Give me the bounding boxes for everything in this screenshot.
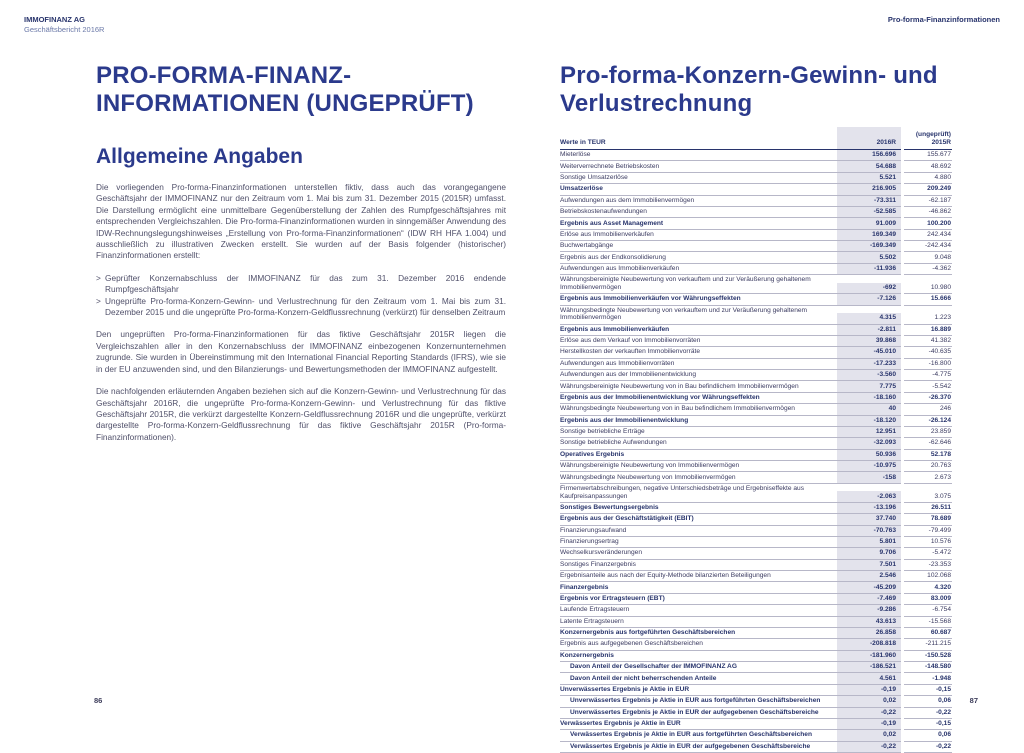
- table-title-line2: Verlustrechnung: [560, 90, 753, 117]
- pnl-table: [560, 127, 952, 753]
- row-label: Währungsbedingte Neubewertung von verkauftem und zur Veräußerung gehaltenem Immobilienvermögen: [560, 306, 808, 322]
- row-label: Unverwässertes Ergebnis je Aktie in EUR aus fortgeführten Geschäftsbereichen: [570, 697, 821, 705]
- table-row: [560, 264, 952, 275]
- table-row: [560, 571, 952, 582]
- row-value-2016r: -181.960: [837, 651, 901, 661]
- row-value-2015r: -1.948: [904, 673, 952, 684]
- row-value-2015r: 2.673: [904, 472, 952, 483]
- row-value-2015r: 26.511: [904, 503, 952, 514]
- table-row: [560, 503, 952, 514]
- row-value-2015r: 155.677: [904, 150, 952, 161]
- row-value-2016r: -158: [837, 472, 901, 482]
- row-label: Ergebnis aus Immobilienverkäufen vor Währungseffekten: [560, 295, 741, 303]
- row-value-2016r: -208.818: [837, 639, 901, 649]
- row-value-2016r: 169.349: [837, 230, 901, 240]
- table-header-label: Werte in TEUR: [560, 139, 606, 146]
- row-label: Ergebnis aus aufgegebenen Geschäftsbereichen: [560, 640, 703, 648]
- row-label: Erlöse aus dem Verkauf von Immobilienvorräten: [560, 337, 701, 345]
- row-value-2016r: -18.120: [837, 416, 901, 426]
- row-label: Finanzierungsertrag: [560, 538, 619, 546]
- row-value-2015r: 15.666: [904, 294, 952, 305]
- table-row: [560, 628, 952, 639]
- row-label: Firmenwertabschreibungen, negative Unterschiedsbeträge und Ergebniseffekte aus Kaufpreisanpassungen: [560, 484, 804, 500]
- row-label: Ergebnis aus Immobilienverkäufen: [560, 325, 670, 333]
- row-label: Davon Anteil der nicht beherrschenden Anteile: [570, 674, 717, 682]
- row-value-2016r: 9.706: [837, 548, 901, 558]
- company-name: IMMOFINANZ AG: [24, 15, 85, 24]
- table-row: [560, 336, 952, 347]
- row-value-2016r: -0,22: [837, 708, 901, 718]
- row-value-2015r: -0,22: [904, 708, 952, 719]
- table-row: [560, 150, 952, 161]
- table-row: [560, 370, 952, 381]
- main-title-line1: PRO-FORMA-FINANZ-: [96, 62, 352, 89]
- table-row: [560, 404, 952, 415]
- subsection-title: Allgemeine Angaben: [96, 145, 303, 168]
- row-label: Aufwendungen aus Immobilienvorräten: [560, 359, 675, 367]
- paragraph: Die nachfolgenden erläuternden Angaben beziehen sich auf die Konzern-Gewinn- und Verlustrechnung für das Geschäftsjahr 2016R, die ungeprüfte Pro-forma-Konzern-Gewinn- und Verlustrechnung für das fiktive Geschäftsjahr 2015R, die verkürzt dargestellte Konzern-Geldflussrechnung 2016R und die ungeprüfte, verkürzt dargestellte Pro-forma-Konzern-Geldflussrechnung für das fiktive Geschäftsjahr 2015R (Pro-forma-Finanzinformationen).: [96, 386, 506, 442]
- table-row: [560, 730, 952, 741]
- row-label: Buchwertabgänge: [560, 242, 614, 250]
- row-label: Latente Ertragsteuern: [560, 617, 624, 625]
- table-row: [560, 416, 952, 427]
- row-label: Währungsbereinigte Neubewertung von Immobilienvermögen: [560, 462, 740, 470]
- row-value-2016r: -73.311: [837, 196, 901, 206]
- row-value-2016r: -169.349: [837, 241, 901, 251]
- row-value-2015r: -150.528: [904, 651, 952, 662]
- row-value-2016r: -45.010: [837, 347, 901, 357]
- table-row: [560, 196, 952, 207]
- table-row: [560, 685, 952, 696]
- table-row: [560, 617, 952, 628]
- row-label: Ergebnis aus der Geschäftstätigkeit (EBIT): [560, 515, 694, 523]
- table-header-row: [560, 127, 952, 150]
- row-label: Mieterlöse: [560, 151, 591, 159]
- row-label: Erlöse aus Immobilienverkäufen: [560, 230, 654, 238]
- row-value-2016r: 40: [837, 404, 901, 414]
- row-label: Herstellkosten der verkauften Immobilienvorräte: [560, 348, 700, 356]
- row-label: Finanzierungsaufwand: [560, 526, 627, 534]
- row-value-2015r: 1.223: [904, 306, 952, 325]
- row-value-2016r: 5.502: [837, 252, 901, 262]
- row-label: Sonstige betriebliche Erträge: [560, 428, 645, 436]
- row-value-2015r: -4.362: [904, 264, 952, 275]
- row-value-2015r: 246: [904, 404, 952, 415]
- row-value-2016r: 4.315: [837, 313, 901, 323]
- row-label: Aufwendungen aus der Immobilienentwicklung: [560, 371, 696, 379]
- row-value-2016r: -2.811: [837, 325, 901, 335]
- row-label: Davon Anteil der Gesellschafter der IMMOFINANZ AG: [570, 663, 737, 671]
- row-value-2016r: -10.975: [837, 461, 901, 471]
- row-value-2015r: -0,22: [904, 742, 952, 753]
- table-row: [560, 252, 952, 263]
- table-body: [560, 150, 952, 753]
- row-label: Unverwässertes Ergebnis je Aktie in EUR: [560, 685, 690, 693]
- row-value-2016r: -0,19: [837, 719, 901, 729]
- row-value-2015r: -5.472: [904, 548, 952, 559]
- row-value-2015r: 60.687: [904, 628, 952, 639]
- table-row: [560, 241, 952, 252]
- table-row: [560, 484, 952, 503]
- table-row: [560, 526, 952, 537]
- row-value-2015r: -62.646: [904, 438, 952, 449]
- table-row: [560, 461, 952, 472]
- row-value-2016r: -7.469: [837, 594, 901, 604]
- table-row: [560, 560, 952, 571]
- table-row: [560, 450, 952, 461]
- row-label: Laufende Ertragsteuern: [560, 606, 630, 614]
- row-value-2016r: 216.905: [837, 184, 901, 194]
- row-value-2015r: -6.754: [904, 605, 952, 616]
- row-label: Währungsbedingte Neubewertung von in Bau befindlichem Immobilienvermögen: [560, 405, 795, 413]
- row-label: Ergebnis aus der Immobilienentwicklung vor Währungseffekten: [560, 393, 760, 401]
- row-label: Operatives Ergebnis: [560, 450, 625, 458]
- table-row: [560, 673, 952, 684]
- page-number-right: 87: [969, 696, 978, 705]
- table-row: [560, 662, 952, 673]
- table-row: [560, 696, 952, 707]
- row-value-2016r: 26.858: [837, 628, 901, 638]
- row-value-2015r: 10.576: [904, 537, 952, 548]
- bullet-list: [96, 273, 506, 319]
- table-row: [560, 218, 952, 229]
- page-number-left: 86: [94, 696, 103, 705]
- bullet-item: > Ungeprüfte Pro-forma-Konzern-Gewinn- und Verlustrechnung für den Zeitraum vom 1. Mai bis zum 31. Dezember 2015 und die ungeprüfte Pro-forma-Konzern-Geldflussrechnung (verkürzt) für denselben Zeitraum: [96, 295, 506, 318]
- row-value-2016r: 91.009: [837, 218, 901, 228]
- table-row: [560, 742, 952, 753]
- row-value-2016r: 7.775: [837, 381, 901, 391]
- row-value-2015r: 10.980: [904, 275, 952, 294]
- table-row: [560, 275, 952, 294]
- row-value-2015r: 16.889: [904, 325, 952, 336]
- row-label: Währungsbereinigte Neubewertung von in Bau befindlichem Immobilienvermögen: [560, 382, 799, 390]
- row-value-2015r: 0,06: [904, 730, 952, 741]
- row-value-2015r: 4.320: [904, 582, 952, 593]
- row-label: Verwässertes Ergebnis je Aktie in EUR: [560, 720, 681, 728]
- row-value-2015r: -242.434: [904, 241, 952, 252]
- row-label: Ergebnis aus der Immobilienentwicklung: [560, 416, 689, 424]
- table-row: [560, 325, 952, 336]
- row-label: Finanzergebnis: [560, 583, 609, 591]
- main-title: [96, 62, 506, 118]
- row-value-2015r: -15.568: [904, 617, 952, 628]
- table-row: [560, 294, 952, 305]
- table-row: [560, 306, 952, 325]
- table-row: [560, 582, 952, 593]
- row-value-2015r: -79.499: [904, 526, 952, 537]
- row-value-2015r: -16.800: [904, 359, 952, 370]
- row-label: Sonstiges Finanzergebnis: [560, 560, 636, 568]
- table-row: [560, 514, 952, 525]
- table-row: [560, 594, 952, 605]
- table-row: [560, 472, 952, 483]
- row-value-2015r: -4.775: [904, 370, 952, 381]
- row-value-2015r: 3.075: [904, 484, 952, 503]
- row-label: Betriebskostenaufwendungen: [560, 208, 647, 216]
- row-label: Ergebnis aus der Endkonsolidierung: [560, 253, 666, 261]
- row-value-2016r: 5.521: [837, 173, 901, 183]
- row-value-2015r: 4.880: [904, 173, 952, 184]
- row-value-2016r: -52.585: [837, 207, 901, 217]
- row-value-2015r: -40.635: [904, 347, 952, 358]
- table-row: [560, 207, 952, 218]
- row-label: Unverwässertes Ergebnis je Aktie in EUR der aufgegebenen Geschäftsbereiche: [570, 708, 819, 716]
- table-header-col-2015r: (ungeprüft) 2015R: [904, 127, 952, 150]
- row-label: Sonstige Umsatzerlöse: [560, 174, 628, 182]
- row-label: Verwässertes Ergebnis je Aktie in EUR aus fortgeführten Geschäftsbereichen: [570, 731, 812, 739]
- row-label: Währungsbereinigte Neubewertung von verkauftem und zur Veräußerung gehaltenem Immobilienvermögen: [560, 276, 811, 291]
- row-value-2015r: 9.048: [904, 252, 952, 263]
- row-value-2015r: -26.370: [904, 393, 952, 404]
- row-value-2016r: 39.868: [837, 336, 901, 346]
- right-column: [560, 62, 952, 753]
- row-label: Ergebnisanteile aus nach der Equity-Methode bilanzierten Beteiligungen: [560, 572, 771, 580]
- row-value-2016r: -13.196: [837, 503, 901, 513]
- row-value-2015r: -62.187: [904, 196, 952, 207]
- table-row: [560, 359, 952, 370]
- row-label: Umsatzerlöse: [560, 185, 603, 193]
- table-row: [560, 393, 952, 404]
- row-value-2016r: -45.209: [837, 582, 901, 592]
- row-value-2015r: 102.068: [904, 571, 952, 582]
- paragraph: Die vorliegenden Pro-forma-Finanzinformationen unterstellen fiktiv, dass auch das vorangegangene Geschäftsjahr der IMMOFINANZ nur den Zeitraum vom 1. Mai bis zum 31. Dezember 2015 (2015R) umfasst. Die Darstellung ermöglicht eine unmittelbare Gegenüberstellung der Zahlen des Rumpfgeschäftsjahres mit entsprechenden Vergleichszahlen. Die Pro-forma-Finanzinformationen wurden in sinngemäßer Anwendung des IDW-Rechnungslegungshinweises „Erstellung von Pro-forma-Finanzinformationen“ (IDW RH HFA 1.004) und ausschließlich zu illustrativen Zwecken erstellt. Sie wurden auf der Basis folgender (historischer) Finanzinformationen erstellt:: [96, 182, 506, 261]
- row-value-2016r: -2.063: [837, 491, 901, 501]
- row-value-2015r: -148.580: [904, 662, 952, 673]
- row-value-2016r: -18.160: [837, 393, 901, 403]
- row-value-2015r: 78.689: [904, 514, 952, 525]
- bullet-item: > Geprüfter Konzernabschluss der IMMOFINANZ für das zum 31. Dezember 2016 endende Rumpfgeschäftsjahr: [96, 272, 506, 295]
- table-row: [560, 651, 952, 662]
- row-value-2015r: -5.542: [904, 381, 952, 392]
- table-row: [560, 639, 952, 650]
- row-value-2016r: -0,22: [837, 742, 901, 752]
- row-value-2016r: -11.936: [837, 264, 901, 274]
- row-label: Konzernergebnis: [560, 651, 614, 659]
- table-row: [560, 537, 952, 548]
- section-header: Pro-forma-Finanzinformationen: [887, 15, 1000, 24]
- row-value-2015r: 83.009: [904, 594, 952, 605]
- row-value-2016r: 7.501: [837, 560, 901, 570]
- row-value-2015r: 41.382: [904, 336, 952, 347]
- page-header-left: [24, 15, 104, 34]
- row-value-2016r: 37.740: [837, 514, 901, 524]
- main-title-line2: INFORMATIONEN (UNGEPRÜFT): [96, 90, 474, 117]
- row-label: Ergebnis aus Asset Management: [560, 219, 664, 227]
- row-value-2015r: -46.862: [904, 207, 952, 218]
- row-value-2016r: 12.951: [837, 427, 901, 437]
- row-value-2016r: -32.093: [837, 438, 901, 448]
- row-value-2015r: 20.763: [904, 461, 952, 472]
- table-header-col-2016r: 2016R: [837, 127, 901, 149]
- row-value-2015r: 23.859: [904, 427, 952, 438]
- table-row: [560, 719, 952, 730]
- row-value-2016r: -9.286: [837, 605, 901, 615]
- row-value-2016r: -17.233: [837, 359, 901, 369]
- row-label: Wechselkursveränderungen: [560, 549, 642, 557]
- row-value-2016r: 43.613: [837, 617, 901, 627]
- row-value-2015r: 242.434: [904, 230, 952, 241]
- row-value-2015r: -211.215: [904, 639, 952, 650]
- table-title: [560, 62, 952, 118]
- row-label: Sonstige betriebliche Aufwendungen: [560, 439, 667, 447]
- row-label: Aufwendungen aus Immobilienverkäufen: [560, 265, 680, 273]
- row-value-2016r: -70.763: [837, 526, 901, 536]
- row-value-2015r: 52.178: [904, 450, 952, 461]
- row-value-2016r: 2.546: [837, 571, 901, 581]
- row-value-2016r: 5.801: [837, 537, 901, 547]
- row-value-2016r: 54.688: [837, 161, 901, 171]
- row-value-2016r: -692: [837, 283, 901, 293]
- row-value-2016r: 156.696: [837, 150, 901, 160]
- row-value-2015r: 0,06: [904, 696, 952, 707]
- row-value-2015r: 209.249: [904, 184, 952, 195]
- row-value-2015r: 100.200: [904, 218, 952, 229]
- table-row: [560, 381, 952, 392]
- row-value-2015r: -23.353: [904, 560, 952, 571]
- table-row: [560, 173, 952, 184]
- table-row: [560, 548, 952, 559]
- row-value-2016r: -7.126: [837, 294, 901, 304]
- table-row: [560, 427, 952, 438]
- row-value-2016r: 50.936: [837, 450, 901, 460]
- row-value-2016r: 4.561: [837, 673, 901, 683]
- row-value-2015r: -0,15: [904, 719, 952, 730]
- row-value-2016r: -0,19: [837, 685, 901, 695]
- row-label: Währungsbedingte Neubewertung von Immobilienvermögen: [560, 473, 736, 481]
- row-value-2015r: -0,15: [904, 685, 952, 696]
- row-value-2016r: -3.560: [837, 370, 901, 380]
- table-row: [560, 184, 952, 195]
- row-value-2016r: -186.521: [837, 662, 901, 672]
- table-row: [560, 161, 952, 172]
- table-row: [560, 347, 952, 358]
- row-label: Ergebnis vor Ertragsteuern (EBT): [560, 594, 665, 602]
- table-row: [560, 438, 952, 449]
- paragraph: Den ungeprüften Pro-forma-Finanzinformationen für das fiktive Geschäftsjahr 2015R liegen die Vergleichszahlen aller in den Konzernabschluss der IMMOFINANZ einbezogenen Konzernunternehmen zugrunde. Sie wurden in Übereinstimmung mit den International Financial Reporting Standards (IFRS), wie sie in der EU anzuwenden sind, und den Bilanzierungs- und Bewertungsmethoden der IMMOFINANZ aufgestellt.: [96, 329, 506, 374]
- report-title: Geschäftsbericht 2016R: [24, 24, 105, 34]
- table-row: [560, 708, 952, 719]
- table-title-line1: Pro-forma-Konzern-Gewinn- und: [560, 62, 938, 89]
- row-label: Aufwendungen aus dem Immobilienvermögen: [560, 196, 695, 204]
- row-value-2015r: 48.692: [904, 161, 952, 172]
- row-label: Konzernergebnis aus fortgeführten Geschäftsbereichen: [560, 629, 736, 637]
- left-column: [96, 62, 506, 443]
- row-value-2016r: 0,02: [837, 730, 901, 740]
- table-row: [560, 605, 952, 616]
- row-value-2016r: 0,02: [837, 696, 901, 706]
- row-label: Weiterverrechnete Betriebskosten: [560, 162, 660, 170]
- row-label: Sonstiges Bewertungsergebnis: [560, 503, 659, 511]
- table-row: [560, 230, 952, 241]
- row-label: Verwässertes Ergebnis je Aktie in EUR der aufgegebenen Geschäftsbereiche: [570, 742, 811, 750]
- row-value-2015r: -26.124: [904, 416, 952, 427]
